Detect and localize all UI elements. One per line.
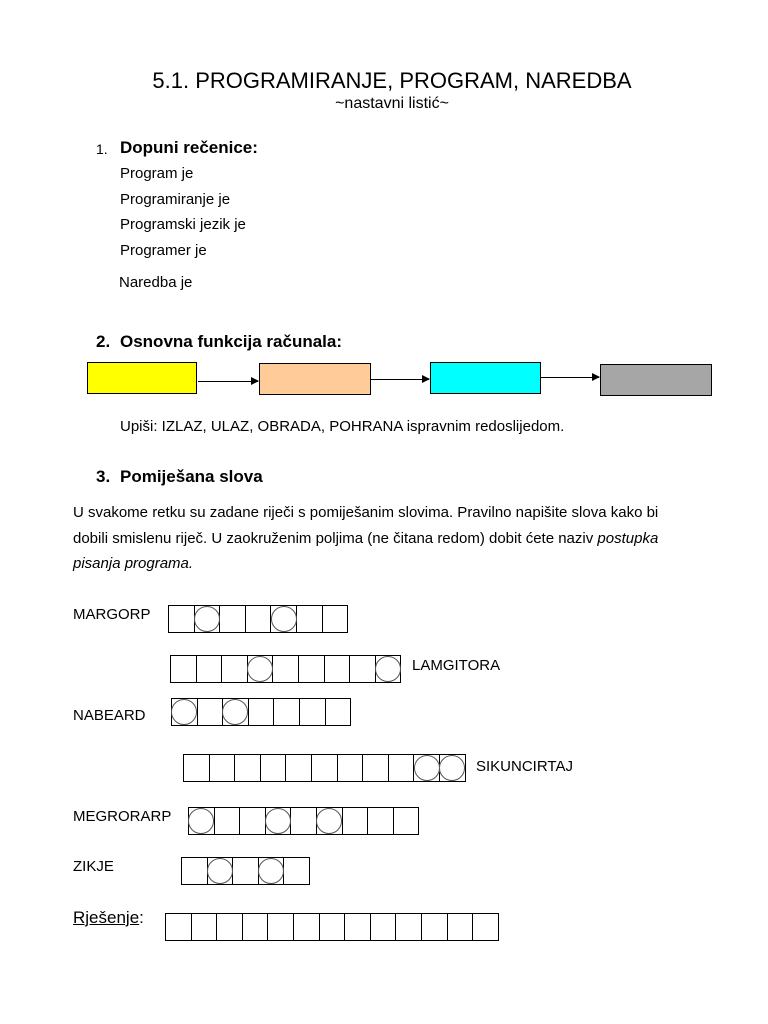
q1-line-programski-jezik: Programski jezik je [120,216,246,233]
letter-cell[interactable] [249,699,275,725]
q3-paragraph [73,500,693,577]
word-label-zikje: ZIKJE [73,858,114,875]
circled-cell-marker [247,656,273,682]
letter-cell[interactable] [291,808,317,834]
letter-cell[interactable] [312,755,338,781]
letter-cell[interactable] [192,914,218,940]
letter-cell[interactable] [182,858,208,884]
letter-cell[interactable] [350,656,376,682]
letter-cell[interactable] [197,656,223,682]
solution-label [73,908,144,928]
letter-cell[interactable] [215,808,241,834]
letter-cell[interactable] [323,606,349,632]
circled-cell-marker [188,808,214,834]
letter-cell[interactable] [222,656,248,682]
q2-instruction: Upiši: IZLAZ, ULAZ, OBRADA, POHRANA ispravnim redoslijedom. [120,418,565,435]
letter-cell[interactable] [473,914,499,940]
letter-cell[interactable] [440,755,466,781]
word-label-megrorarp: MEGRORARP [73,808,172,825]
circled-cell-marker [316,808,342,834]
letter-cell[interactable] [223,699,249,725]
word-label-margorp: MARGORP [73,606,151,623]
letter-cell[interactable] [396,914,422,940]
word-label-sikuncirtaj: SIKUNCIRTAJ [476,758,573,775]
circled-cell-marker [258,858,284,884]
letter-cell[interactable] [235,755,261,781]
letter-cell[interactable] [248,656,274,682]
letter-cell[interactable] [208,858,234,884]
q3-paragraph-text: U svakome retku su zadane riječi s pomiješanim slovima. Pravilno napišite slova kako bi dobili smislenu riječ. U zaokruženim poljima (ne čitana redom) dobit ćete naziv [73,504,659,547]
q1-line-programiranje: Programiranje je [120,191,231,208]
q2-number: 2. [96,332,111,351]
letter-cell[interactable] [261,755,287,781]
letter-cell[interactable] [325,656,351,682]
letter-cell[interactable] [220,606,246,632]
q3-paragraph-italic: postupka pisanja programa. [73,529,659,572]
letter-cell[interactable] [259,858,285,884]
letter-cell[interactable] [274,699,300,725]
letter-cell[interactable] [268,914,294,940]
letter-cell[interactable] [422,914,448,940]
letter-grid-sikuncirtaj [183,754,466,782]
letter-cell[interactable] [343,808,369,834]
flow-box-3[interactable] [430,362,541,394]
letter-cell[interactable] [389,755,415,781]
letter-cell[interactable] [172,699,198,725]
arrow-2 [371,379,429,380]
circled-cell-marker [171,699,197,725]
word-label-lamgitora: LAMGITORA [412,657,501,674]
letter-cell[interactable] [195,606,221,632]
q3-number: 3. [96,467,111,486]
circled-cell-marker [414,755,440,781]
letter-cell[interactable] [294,914,320,940]
letter-cell[interactable] [286,755,312,781]
flow-box-1[interactable] [87,362,197,394]
letter-cell[interactable] [371,914,397,940]
letter-cell[interactable] [345,914,371,940]
letter-grid-lamgitora [170,655,401,683]
solution-label-text: Rješenje [73,908,140,927]
letter-grid-megrorarp [188,807,419,835]
letter-cell[interactable] [271,606,297,632]
q1-number: 1. [96,141,108,157]
letter-cell[interactable] [210,755,236,781]
letter-cell[interactable] [363,755,389,781]
letter-cell[interactable] [184,755,210,781]
letter-cell[interactable] [240,808,266,834]
q1-line-program: Program je [120,165,194,182]
letter-cell[interactable] [338,755,364,781]
letter-cell[interactable] [300,699,326,725]
circled-cell-marker [439,755,465,781]
letter-grid-zikje [181,857,310,885]
arrow-1 [198,381,258,382]
letter-cell[interactable] [394,808,420,834]
letter-cell[interactable] [217,914,243,940]
circled-cell-marker [207,858,233,884]
letter-cell[interactable] [297,606,323,632]
letter-cell[interactable] [448,914,474,940]
q3-heading: Pomiješana slova [120,467,263,486]
letter-cell[interactable] [189,808,215,834]
letter-cell[interactable] [266,808,292,834]
letter-cell[interactable] [368,808,394,834]
letter-cell[interactable] [171,656,197,682]
letter-cell[interactable] [169,606,195,632]
solution-grid [165,913,499,941]
circled-cell-marker [222,699,248,725]
page-subtitle: ~nastavni listić~ [335,95,449,112]
letter-cell[interactable] [317,808,343,834]
q1-line-programer: Programer je [120,242,207,259]
letter-cell[interactable] [273,656,299,682]
circled-cell-marker [375,656,401,682]
letter-cell[interactable] [414,755,440,781]
page-title: 5.1. PROGRAMIRANJE, PROGRAM, NAREDBA [152,68,632,93]
letter-cell[interactable] [233,858,259,884]
arrow-3 [541,377,599,378]
letter-cell[interactable] [299,656,325,682]
letter-cell[interactable] [166,914,192,940]
circled-cell-marker [194,606,220,632]
letter-grid-margorp [168,605,348,633]
flow-box-4[interactable] [600,364,712,396]
letter-cell[interactable] [198,699,224,725]
letter-cell[interactable] [320,914,346,940]
circled-cell-marker [271,606,297,632]
q1-line-naredba: Naredba je [119,274,193,291]
q2-heading: Osnovna funkcija računala: [120,332,343,351]
letter-grid-nabeard [171,698,351,726]
letter-cell[interactable] [284,858,310,884]
letter-cell[interactable] [246,606,272,632]
circled-cell-marker [265,808,291,834]
letter-cell[interactable] [376,656,402,682]
flow-box-2[interactable] [259,363,371,395]
word-label-nabeard: NABEARD [73,707,146,724]
q1-heading: Dopuni rečenice: [120,138,258,157]
letter-cell[interactable] [326,699,352,725]
solution-colon: : [139,908,144,927]
letter-cell[interactable] [243,914,269,940]
